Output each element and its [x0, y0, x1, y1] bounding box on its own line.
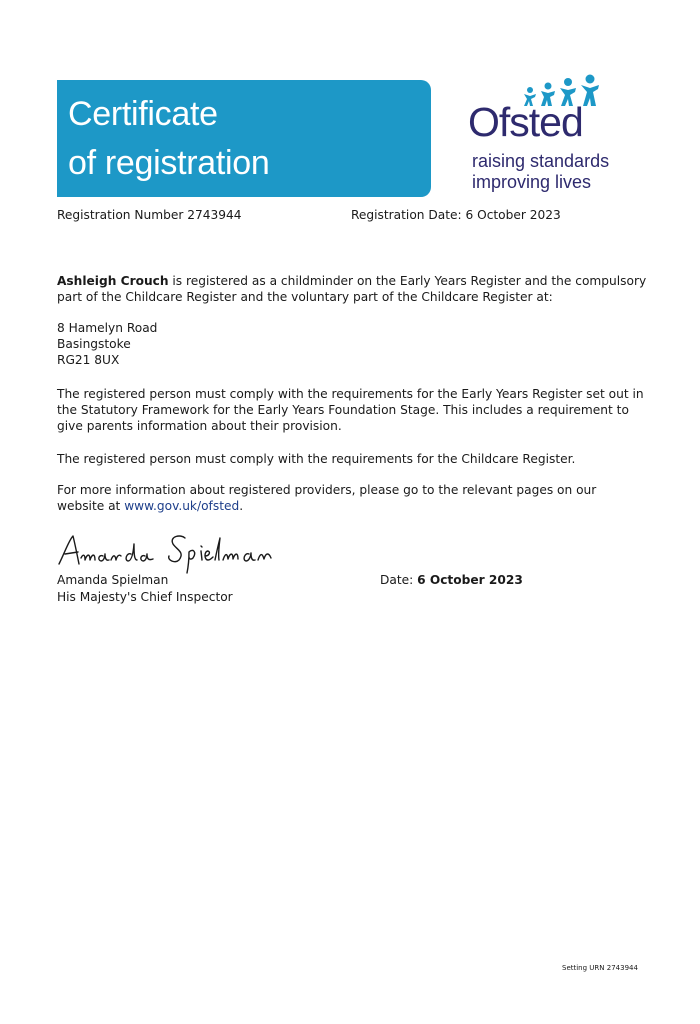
signature-date	[380, 572, 523, 588]
address-line-2: Basingstoke	[57, 337, 131, 351]
registration-date	[351, 207, 561, 223]
ofsted-logo	[468, 74, 618, 199]
registration-number-label: Registration Number	[57, 208, 184, 222]
address-line-1: 8 Hamelyn Road	[57, 321, 158, 335]
setting-urn-value: 2743944	[606, 964, 638, 972]
signature-date-value: 6 October 2023	[417, 573, 523, 587]
ofsted-tagline-1: raising standards	[472, 151, 610, 171]
certificate-title-line2: of registration	[68, 144, 270, 182]
signatory-title: His Majesty's Chief Inspector	[57, 590, 233, 604]
registration-statement	[57, 273, 647, 305]
registrant-name: Ashleigh Crouch	[57, 274, 169, 288]
address-line-3: RG21 8UX	[57, 353, 120, 367]
ofsted-tagline-2: improving lives	[472, 172, 592, 192]
handwritten-signature	[57, 530, 287, 574]
ofsted-website-link[interactable]: www.gov.uk/ofsted	[124, 499, 240, 513]
more-info-suffix: .	[239, 499, 244, 513]
registration-number-value: 2743944	[187, 208, 242, 222]
childcare-requirement: The registered person must comply with the requirements for the Childcare Register.	[57, 452, 576, 466]
registration-date-value: 6 October 2023	[465, 208, 561, 222]
signatory-name: Amanda Spielman	[57, 573, 169, 587]
setting-urn-label: Setting URN	[562, 964, 605, 972]
registration-date-label: Registration Date:	[351, 208, 462, 222]
signature-date-label: Date:	[380, 573, 418, 587]
setting-urn-footer	[562, 964, 638, 973]
more-info-text: For more information about registered providers, please go to the relevant pages on our website at	[57, 483, 597, 513]
registration-number	[57, 207, 241, 223]
ofsted-wordmark: Ofsted	[468, 99, 583, 145]
eyfs-requirement: The registered person must comply with the requirements for the Early Years Register set out in the Statutory Framework for the Early Years Foundation Stage. This includes a requirement to give parents information about their provision.	[57, 387, 644, 433]
certificate-banner	[57, 80, 431, 197]
setting-address	[57, 320, 647, 368]
more-info-paragraph	[57, 482, 647, 514]
registration-statement-text: is registered as a childminder on the Early Years Register and the compulsory part of the Childcare Register and the voluntary part of the Childcare Register at:	[57, 274, 647, 304]
certificate-title-line1: Certificate	[68, 95, 218, 133]
